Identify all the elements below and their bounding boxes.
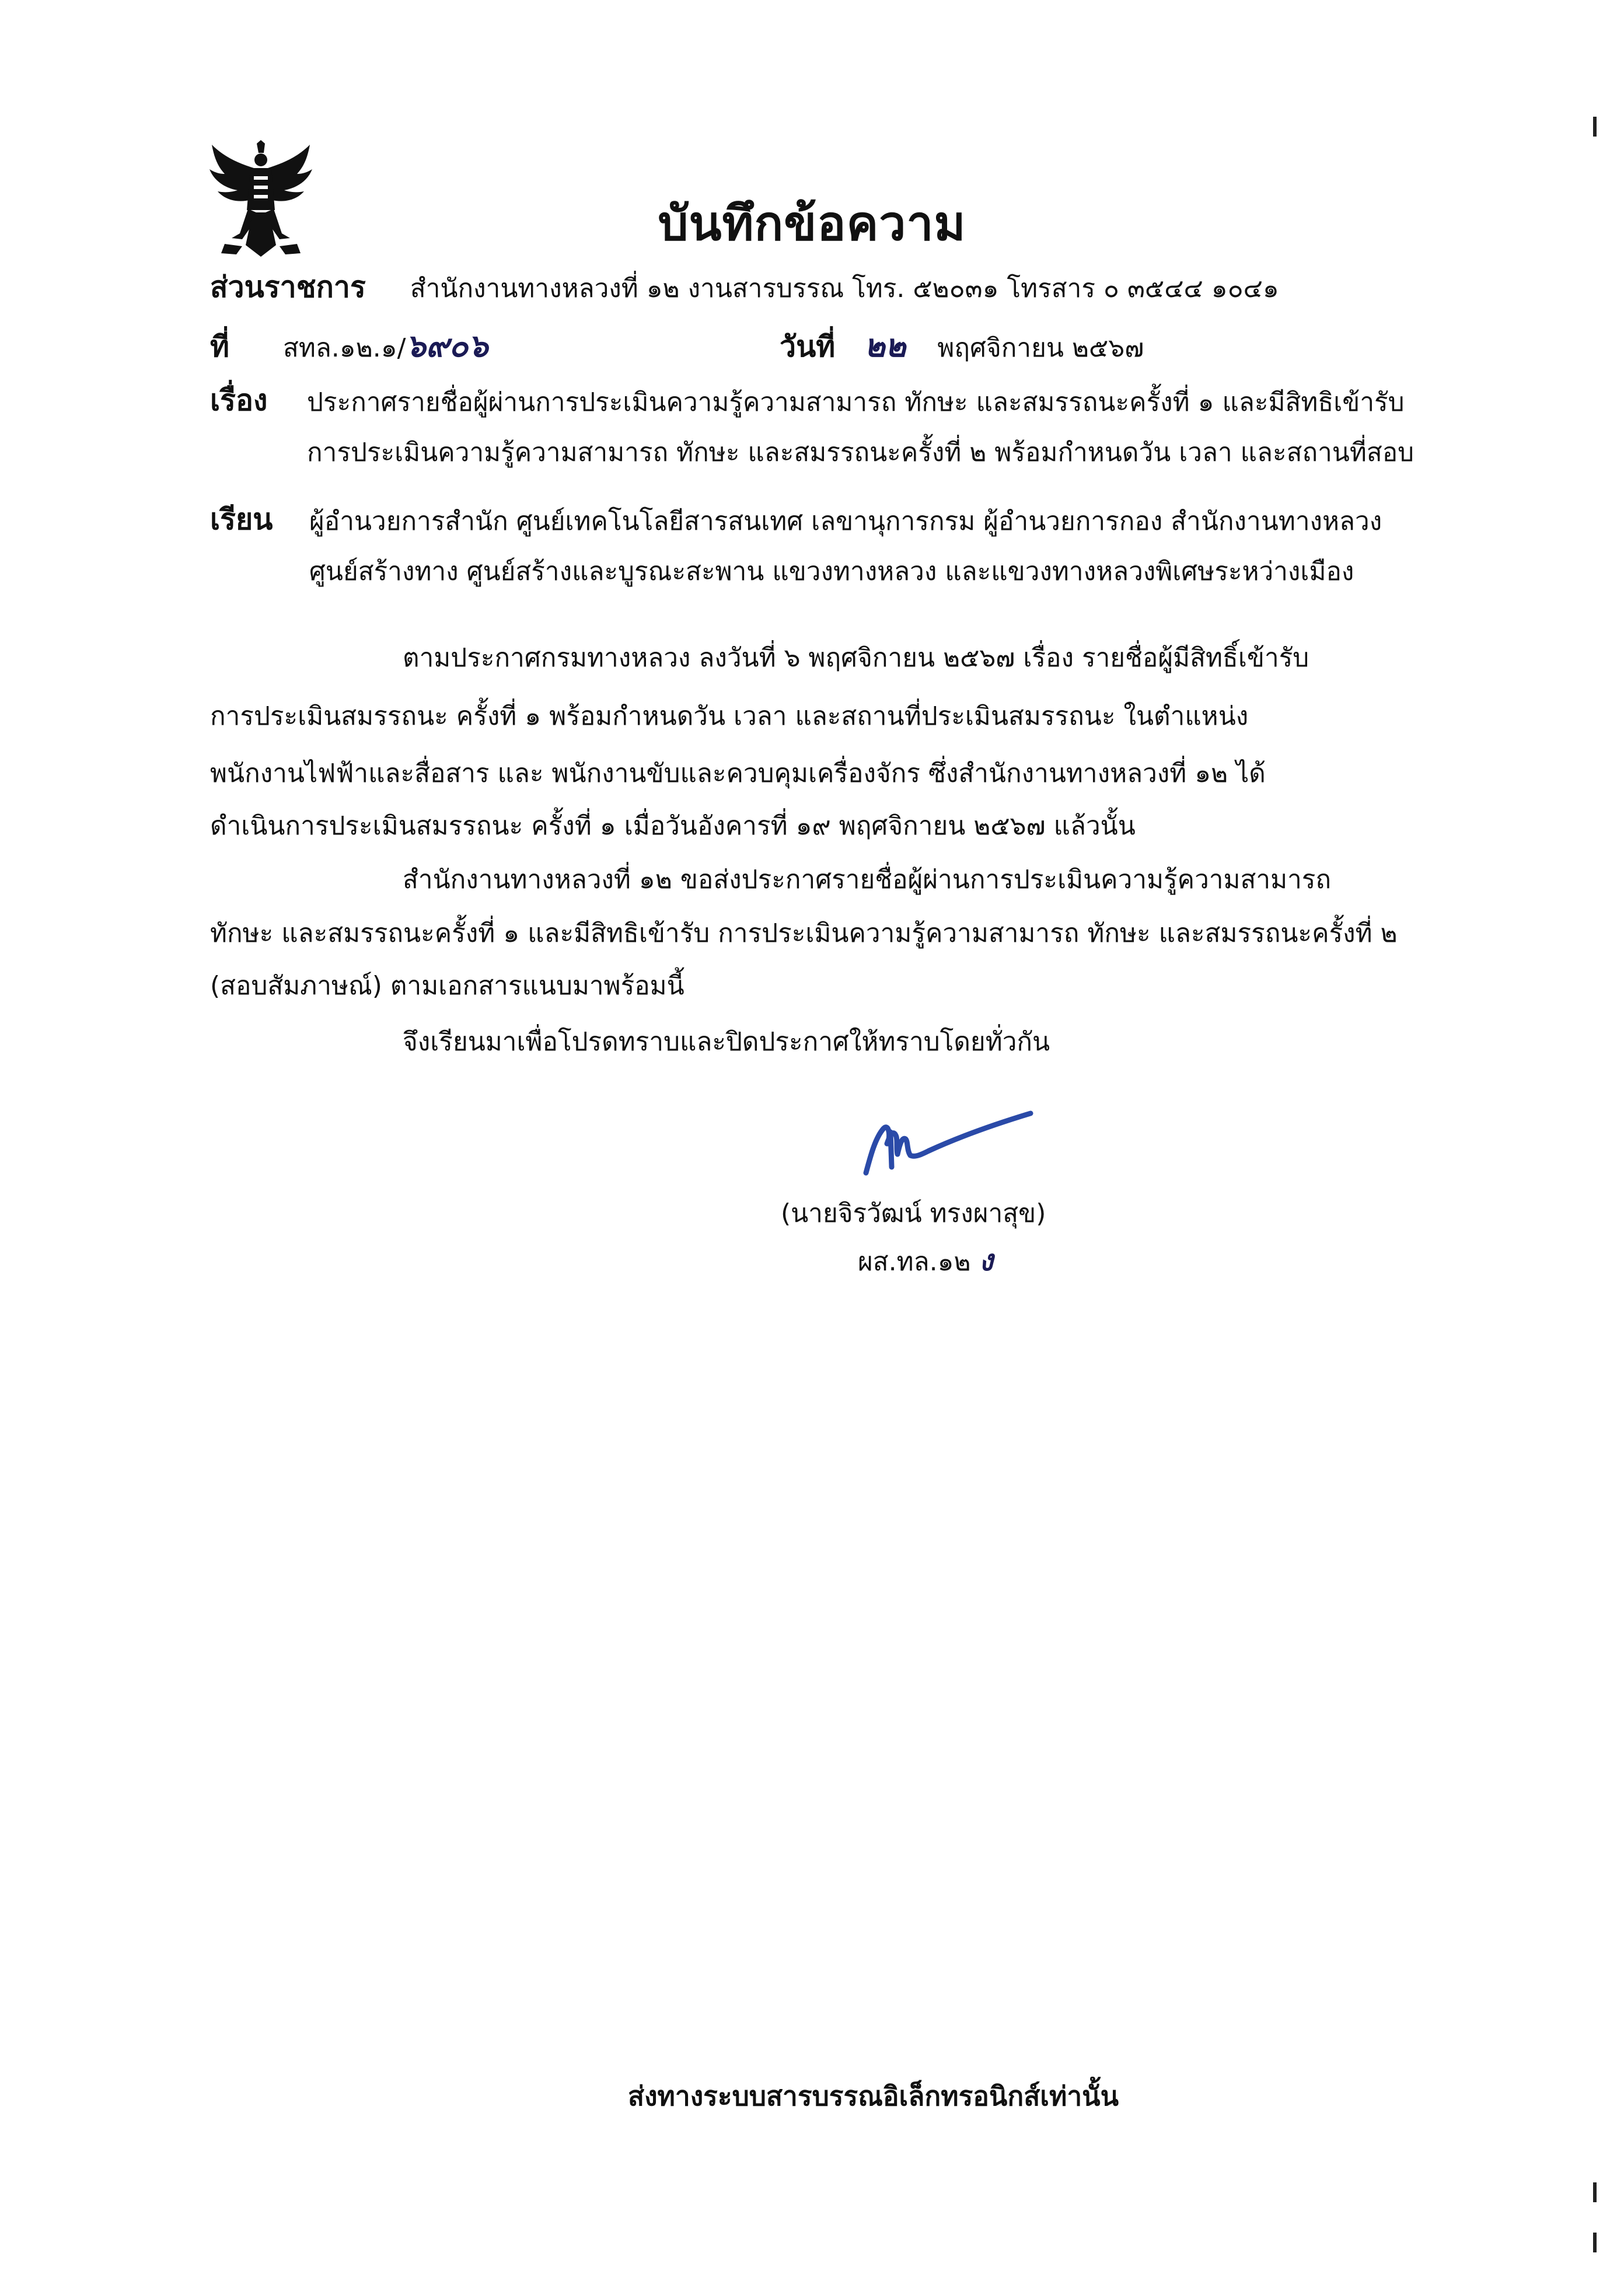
signer-title-text: ผส.ทล.๑๒ xyxy=(858,1247,971,1277)
signer-title xyxy=(858,1243,993,1280)
scan-edge-mark-top xyxy=(1593,117,1597,137)
department-label: ส่วนราชการ xyxy=(210,270,366,304)
signature-image xyxy=(858,1109,1045,1185)
subject-line-2: การประเมินความรู้ความสามารถ ทักษะ และสมรรถนะครั้งที่ ๒ พร้อมกำหนดวัน เวลา และสถานที่สอบ xyxy=(307,438,1415,467)
scan-edge-mark-bottom-2 xyxy=(1593,2233,1597,2252)
paragraph1-line-4: ดำเนินการประเมินสมรรถนะ ครั้งที่ ๑ เมื่อวันอังคารที่ ๑๙ พฤศจิกายน ๒๕๖๗ แล้วนั้น xyxy=(210,811,1136,841)
signer-handwritten-mark: ง xyxy=(979,1243,993,1277)
subject-label: เรื่อง xyxy=(210,383,268,417)
reference-label: ที่ xyxy=(210,330,229,364)
footer-note: ส่งทางระบบสารบรรณอิเล็กทรอนิกส์เท่านั้น xyxy=(628,2080,1119,2112)
paragraph1-line-1: ตามประกาศกรมทางหลวง ลงวันที่ ๖ พฤศจิกายน ๒๕๖๗ เรื่อง รายชื่อผู้มีสิทธิ์เข้ารับ xyxy=(403,643,1309,673)
paragraph1-line-3: พนักงานไฟฟ้าและสื่อสาร และ พนักงานขับและควบคุมเครื่องจักร ซึ่งสำนักงานทางหลวงที่ ๑๒ ได้ xyxy=(210,759,1266,788)
closing-line: จึงเรียนมาเพื่อโปรดทราบและปิดประกาศให้ทราบโดยทั่วกัน xyxy=(403,1027,1050,1057)
paragraph1-line-2: การประเมินสมรรถนะ ครั้งที่ ๑ พร้อมกำหนดวัน เวลา และสถานที่ประเมินสมรรถนะ ในตำแหน่ง xyxy=(210,701,1249,731)
reference-row xyxy=(210,328,488,366)
date-row xyxy=(780,328,1144,366)
to-line-1: ผู้อำนวยการสำนัก ศูนย์เทคโนโลยีสารสนเทศ เลขานุการกรม ผู้อำนวยการกอง สำนักงานทางหลวง xyxy=(309,506,1382,536)
to-label-row xyxy=(210,502,273,539)
date-label: วันที่ xyxy=(780,330,836,364)
paragraph2-line-1: สำนักงานทางหลวงที่ ๑๒ ขอส่งประกาศรายชื่อผู้ผ่านการประเมินความรู้ความสามารถ xyxy=(403,865,1332,895)
scan-edge-mark-bottom-1 xyxy=(1593,2182,1597,2202)
signer-name: (นายจิรวัฒน์ ทรงผาสุข) xyxy=(781,1199,1046,1228)
to-line-2: ศูนย์สร้างทาง ศูนย์สร้างและบูรณะสะพาน แขวงทางหลวง และแขวงทางหลวงพิเศษระหว่างเมือง xyxy=(309,557,1354,586)
subject-label-row xyxy=(210,383,267,420)
department-row xyxy=(210,270,1279,306)
date-month-year: พฤศจิกายน ๒๕๖๗ xyxy=(937,333,1144,363)
subject-line-1: ประกาศรายชื่อผู้ผ่านการประเมินความรู้ความสามารถ ทักษะ และสมรรถนะครั้งที่ ๑ และมีสิทธิเข้ารับ xyxy=(307,387,1405,417)
paragraph2-line-3: (สอบสัมภาษณ์) ตามเอกสารแนบมาพร้อมนี้ xyxy=(210,971,684,1001)
paragraph2-line-2: ทักษะ และสมรรถนะครั้งที่ ๑ และมีสิทธิเข้ารับ การประเมินความรู้ความสามารถ ทักษะ และสมรรถนะครั้งที่ ๒ xyxy=(210,918,1398,948)
reference-prefix: สทล.๑๒.๑/ xyxy=(282,333,406,363)
date-handwritten-day: ๒๒ xyxy=(864,327,906,364)
to-label: เรียน xyxy=(210,502,273,536)
memo-title: บันทึกข้อความ xyxy=(658,196,966,251)
reference-handwritten-number: ๖๙๐๖ xyxy=(406,327,488,364)
department-value: สำนักงานทางหลวงที่ ๑๒ งานสารบรรณ โทร. ๕๒๐๓๑ โทรสาร ๐ ๓๕๔๔ ๑๐๔๑ xyxy=(410,274,1279,303)
